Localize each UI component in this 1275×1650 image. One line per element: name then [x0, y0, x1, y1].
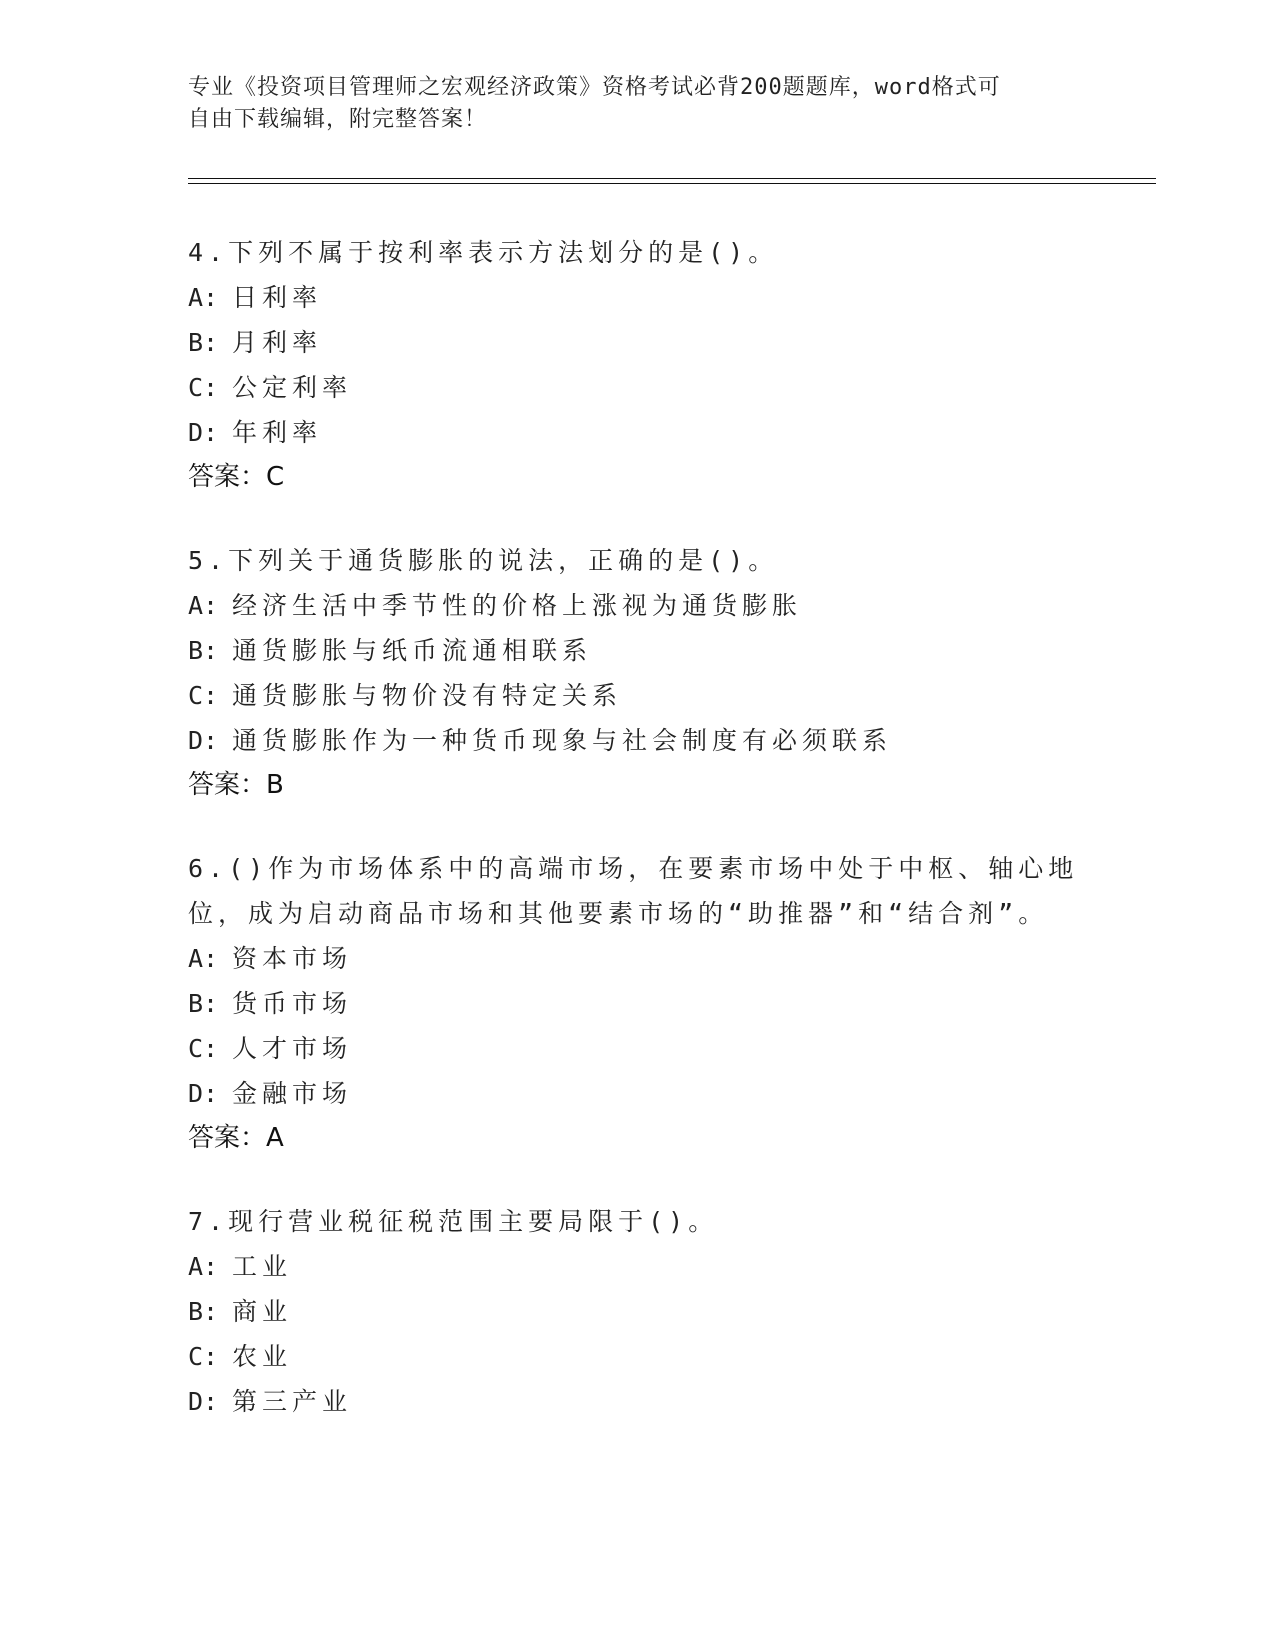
question-stem: 6.()作为市场体系中的高端市场，在要素市场中处于中枢、轴心地位，成为启动商品市场和其他要素市场的“助推器”和“结合剂”。 [188, 854, 1079, 928]
option-letter: A: [188, 283, 219, 312]
option-letter: C: [188, 1034, 219, 1063]
question-6 [188, 846, 1088, 1161]
option-letter: B: [188, 636, 219, 665]
answer-line: 答案：A [188, 1123, 284, 1153]
option-text: 商业 [232, 1297, 293, 1326]
option-d [188, 410, 1088, 455]
option-text: 金融市场 [232, 1079, 353, 1108]
option-b [188, 981, 1088, 1026]
option-a [188, 583, 1088, 628]
option-c [188, 1334, 1088, 1379]
option-text: 货币市场 [232, 989, 353, 1018]
option-letter: C: [188, 1342, 219, 1371]
header-line-1: 专业《投资项目管理师之宏观经济政策》资格考试必背200题题库，word格式可 [188, 75, 1001, 100]
option-c [188, 1026, 1088, 1071]
option-text: 公定利率 [232, 373, 353, 402]
option-b [188, 1289, 1088, 1334]
header-divider-bottom [188, 183, 1156, 184]
option-text: 工业 [232, 1252, 293, 1281]
question-list [188, 230, 1088, 1462]
answer-line: 答案：C [188, 462, 285, 492]
option-text: 年利率 [232, 418, 323, 447]
option-letter: D: [188, 726, 219, 755]
option-c [188, 673, 1088, 718]
option-letter: D: [188, 418, 219, 447]
option-d [188, 1071, 1088, 1116]
option-text: 日利率 [232, 283, 323, 312]
option-letter: D: [188, 1387, 219, 1416]
option-text: 月利率 [232, 328, 323, 357]
header-divider-top [188, 178, 1156, 179]
question-7 [188, 1199, 1088, 1424]
option-letter: D: [188, 1079, 219, 1108]
header-line-2: 自由下载编辑，附完整答案！ [188, 107, 488, 132]
option-letter: B: [188, 989, 219, 1018]
option-a [188, 936, 1088, 981]
question-4 [188, 230, 1088, 500]
option-letter: B: [188, 1297, 219, 1326]
option-letter: A: [188, 1252, 219, 1281]
option-d [188, 1379, 1088, 1424]
question-stem: 5.下列关于通货膨胀的说法，正确的是()。 [188, 546, 779, 575]
option-text: 第三产业 [232, 1387, 353, 1416]
option-text: 人才市场 [232, 1034, 353, 1063]
option-d [188, 718, 1088, 763]
option-text: 资本市场 [232, 944, 353, 973]
answer-line: 答案：B [188, 770, 284, 800]
question-stem: 7.现行营业税征税范围主要局限于()。 [188, 1207, 719, 1236]
option-text: 通货膨胀与物价没有特定关系 [232, 681, 623, 710]
option-c [188, 365, 1088, 410]
question-5 [188, 538, 1088, 808]
option-letter: C: [188, 681, 219, 710]
option-text: 通货膨胀与纸币流通相联系 [232, 636, 593, 665]
option-text: 通货膨胀作为一种货币现象与社会制度有必须联系 [232, 726, 893, 755]
option-letter: A: [188, 944, 219, 973]
option-b [188, 628, 1088, 673]
option-text: 经济生活中季节性的价格上涨视为通货膨胀 [232, 591, 803, 620]
option-a [188, 275, 1088, 320]
option-a [188, 1244, 1088, 1289]
option-letter: C: [188, 373, 219, 402]
option-b [188, 320, 1088, 365]
question-stem: 4.下列不属于按利率表示方法划分的是()。 [188, 238, 779, 267]
option-text: 农业 [232, 1342, 293, 1371]
option-letter: B: [188, 328, 219, 357]
document-header [188, 72, 1088, 136]
option-letter: A: [188, 591, 219, 620]
